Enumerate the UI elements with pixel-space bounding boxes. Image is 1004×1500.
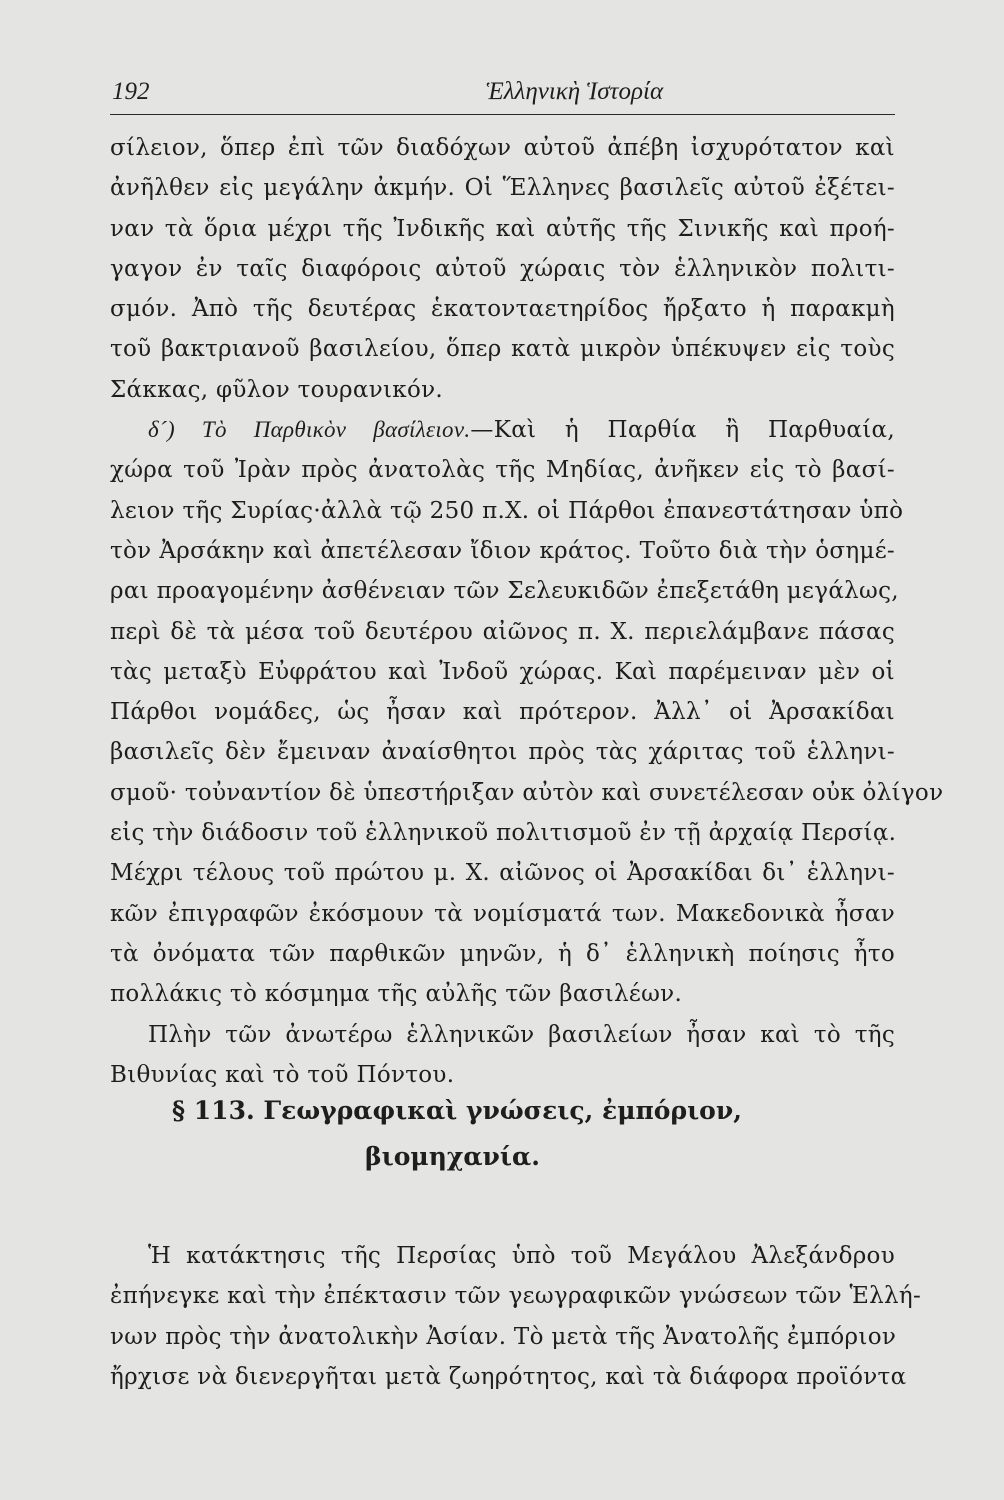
section-heading xyxy=(110,1088,895,1180)
subsection-heading: δ´) Τὸ Παρθικὸν βασίλειον. xyxy=(148,417,471,443)
text-line: Πλὴν τῶν ἀνωτέρω ἑλληνικῶν βασιλείων ἦσαν καὶ τὸ τῆς xyxy=(148,1021,895,1048)
text-line: ραι προαγομένην ἀσθένειαν τῶν Σελευκιδῶν ἐπεξετάθη μεγάλως, xyxy=(110,578,899,605)
text-line: ἐπήνεγκε καὶ τὴν ἐπέκτασιν τῶν γεωγραφικῶν γνώσεων τῶν Ἑλλή- xyxy=(110,1283,922,1310)
text-line: βασιλεῖς δὲν ἔμειναν ἀναίσθητοι πρὸς τὰς χάριτας τοῦ ἑλληνι- xyxy=(110,739,895,766)
text-line: λειον τῆς Συρίας·ἀλλὰ τῷ 250 π.Χ. οἱ Πάρθοι ἐπανεστάτησαν ὑπὸ xyxy=(110,497,904,524)
text-line: ἤρχισε νὰ διενεργῆται μετὰ ζωηρότητος, καὶ τὰ διάφορα προϊόντα xyxy=(110,1363,907,1390)
text-line: σίλειον, ὅπερ ἐπὶ τῶν διαδόχων αὐτοῦ ἀπέβη ἰσχυρότατον καὶ xyxy=(110,135,895,161)
text-line: νων πρὸς τὴν ἀνατολικὴν Ἀσίαν. Τὸ μετὰ τῆς Ἀνατολῆς ἐμπόριον xyxy=(110,1323,897,1350)
text-line: Μέχρι τέλους τοῦ πρώτου μ. Χ. αἰῶνος οἱ Ἀρσακίδαι δι᾽ ἑλληνι- xyxy=(110,860,895,887)
subsection-text: —Καὶ ἡ Παρθία ἢ Παρθυαία, xyxy=(470,417,895,444)
text-line: χώρα τοῦ Ἰρὰν πρὸς ἀνατολὰς τῆς Μηδίας, ἀνῆκεν εἰς τὸ βασί- xyxy=(110,457,895,484)
text-line: ἀνῆλθεν εἰς μεγάλην ἀκμήν. Οἱ Ἕλληνες βασιλεῖς αὐτοῦ ἐξέτει- xyxy=(110,175,895,202)
text-line: γαγον ἐν ταῖς διαφόροις αὐτοῦ χώραις τὸν ἑλληνικὸν πολιτι- xyxy=(110,255,895,282)
text-line: τὸν Ἀρσάκην καὶ ἀπετέλεσαν ἴδιον κράτος. Τοῦτο διὰ τὴν ὁσημέ- xyxy=(110,537,895,564)
text-line: σμοῦ· τοὐναντίον δὲ ὑπεστήριξαν αὐτὸν καὶ συνετέλεσαν οὐκ ὀλίγον xyxy=(110,779,944,806)
text-line: τὰ ὀνόματα τῶν παρθικῶν μηνῶν, ἡ δ᾽ ἑλληνικὴ ποίησις ἦτο xyxy=(110,940,895,967)
text-line: ναν τὰ ὅρια μέχρι τῆς Ἰνδικῆς καὶ αὐτῆς τῆς Σινικῆς καὶ προή- xyxy=(110,215,895,242)
text-line: σμόν. Ἀπὸ τῆς δευτέρας ἑκατονταετηρίδος ἤρξατο ἡ παρακμὴ xyxy=(110,296,895,323)
text-line: τοῦ βακτριανοῦ βασιλείου, ὅπερ κατὰ μικρὸν ὑπέκυψεν εἰς τοὺς xyxy=(110,336,895,363)
text-line: εἰς τὴν διάδοσιν τοῦ ἑλληνικοῦ πολιτισμοῦ ἐν τῇ ἀρχαίᾳ Περσίᾳ. xyxy=(110,820,897,847)
text-line: Ἡ κατάκτησις τῆς Περσίας ὑπὸ τοῦ Μεγάλου Ἀλεξάνδρου xyxy=(148,1243,895,1269)
running-head xyxy=(110,74,895,115)
text-line: πολλάκις τὸ κόσμημα τῆς αὐλῆς τῶν βασιλέων. xyxy=(110,981,683,1008)
section-text xyxy=(110,1236,922,1397)
section-title: § 113. Γεωγραφικαὶ γνώσεις, ἐμπόριον, xyxy=(172,1096,742,1125)
text-line: Πάρθοι νομάδες, ὡς ἦσαν καὶ πρότερον. Ἀλλ᾽ οἱ Ἀρσακίδαι xyxy=(110,699,895,726)
text-line: περὶ δὲ τὰ μέσα τοῦ δευτέρου αἰῶνος π. Χ. περιελάμβανε πάσας xyxy=(110,618,895,645)
section-title-continued: βιομηχανία. xyxy=(365,1142,540,1171)
text-line: κῶν ἐπιγραφῶν ἐκόσμουν τὰ νομίσματά των. Μακεδονικὰ ἦσαν xyxy=(110,900,895,927)
body-text xyxy=(110,128,944,1095)
text-line: Βιθυνίας καὶ τὸ τοῦ Πόντου. xyxy=(110,1061,455,1088)
subsection-first-line xyxy=(110,410,895,450)
text-line: Σάκκας, φῦλον τουρανικόν. xyxy=(110,376,444,403)
text-line: τὰς μεταξὺ Εὐφράτου καὶ Ἰνδοῦ χώρας. Καὶ παρέμειναν μὲν οἱ xyxy=(110,658,895,685)
running-title: Ἑλληνικὴ Ἱστορία xyxy=(486,78,664,105)
page-number: 192 xyxy=(112,78,150,105)
